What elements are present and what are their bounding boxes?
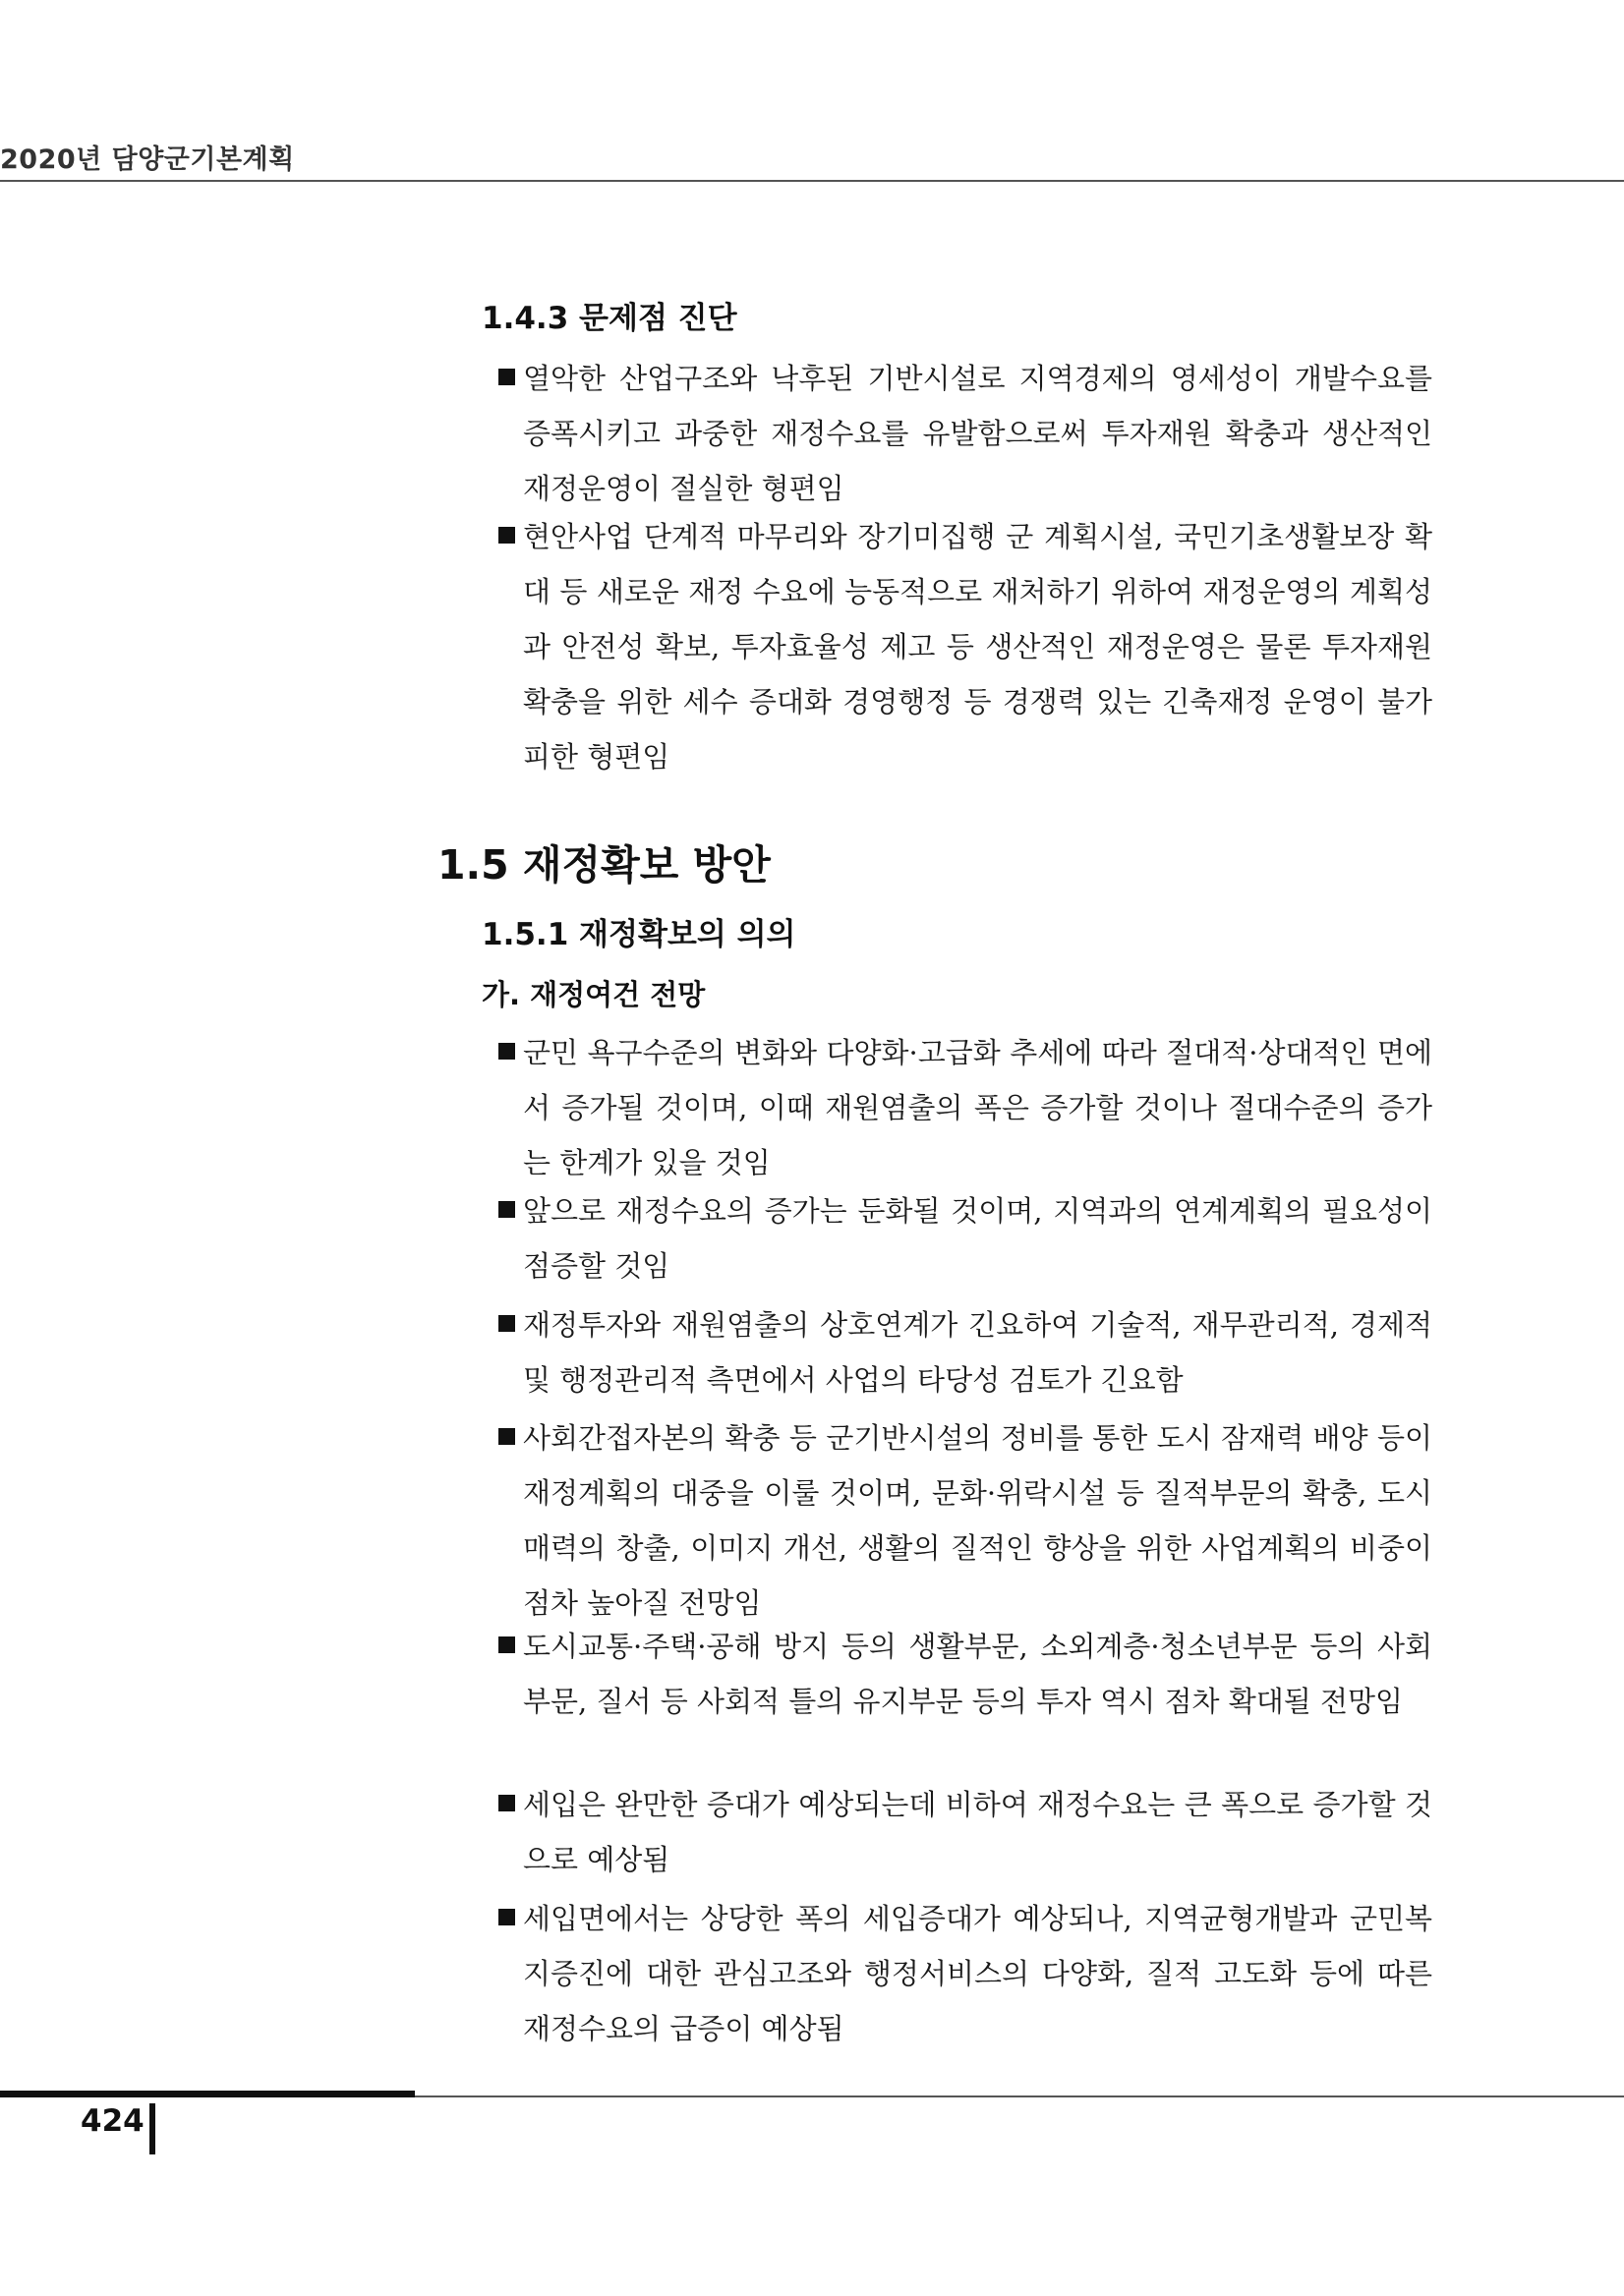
bullet-text: 도시교통·주택·공해 방지 등의 생활부문, 소외계층·청소년부문 등의 사회부문, 질서 등 사회적 틀의 유지부문 등의 투자 역시 점차 확대될 전망임	[523, 1630, 1432, 1718]
square-bullet-icon	[498, 1201, 515, 1218]
square-bullet-icon	[498, 1909, 515, 1925]
footer-rule-thin	[415, 2095, 1624, 2097]
heading-1-5-1: 1.5.1 재정확보의 의의	[482, 917, 796, 952]
footer-rule-thick	[0, 2091, 415, 2097]
bullet-text: 사회간접자본의 확충 등 군기반시설의 정비를 통한 도시 잠재력 배양 등이 재정계획의 대중을 이룰 것이며, 문화·위락시설 등 질적부문의 확충, 도시매력의 창출, 이미지 개선, 생활의 질적인 향상을 위한 사업계획의 비중이 점차 높아질 전망임	[523, 1421, 1432, 1620]
bullet-text: 재정투자와 재원염출의 상호연계가 긴요하여 기술적, 재무관리적, 경제적 및 행정관리적 측면에서 사업의 타당성 검토가 긴요함	[523, 1308, 1432, 1397]
square-bullet-icon	[498, 369, 515, 385]
bullet-item	[523, 1025, 1432, 1190]
bullet-text: 세입면에서는 상당한 폭의 세입증대가 예상되나, 지역균형개발과 군민복지증진에 대한 관심고조와 행정서비스의 다양화, 질적 고도화 등에 따른 재정수요의 급증이 예상됨	[523, 1902, 1432, 2045]
square-bullet-icon	[498, 1636, 515, 1653]
bullet-item	[523, 1297, 1432, 1407]
bullet-text: 앞으로 재정수요의 증가는 둔화될 것이며, 지역과의 연계계획의 필요성이 점증할 것임	[523, 1194, 1432, 1283]
square-bullet-icon	[498, 1043, 515, 1060]
bullet-text: 군민 욕구수준의 변화와 다양화·고급화 추세에 따라 절대적·상대적인 면에서 증가될 것이며, 이때 재원염출의 폭은 증가할 것이나 절대수준의 증가는 한계가 있을 것임	[523, 1036, 1432, 1179]
bullet-text: 열악한 산업구조와 낙후된 기반시설로 지역경제의 영세성이 개발수요를 증폭시키고 과중한 재정수요를 유발함으로써 투자재원 확충과 생산적인 재정운영이 절실한 형편임	[523, 362, 1432, 505]
bullet-item	[523, 1410, 1432, 1631]
square-bullet-icon	[498, 1428, 515, 1445]
page-number: 424	[81, 2103, 145, 2139]
square-bullet-icon	[498, 527, 515, 544]
bullet-text: 현안사업 단계적 마무리와 장기미집행 군 계획시설, 국민기초생활보장 확대 등 새로운 재정 수요에 능동적으로 재처하기 위하여 재정운영의 계획성과 안전성 확보, 투자효율성 제고 등 생산적인 재정운영은 물론 투자재원 확충을 위한 세수 증대화 경영행정 등 경쟁력 있는 긴축재정 운영이 불가피한 형편임	[523, 520, 1432, 774]
bullet-item	[523, 1619, 1432, 1729]
bullet-item	[523, 351, 1432, 516]
heading-1-5: 1.5 재정확보 방안	[437, 841, 771, 889]
bullet-text: 세입은 완만한 증대가 예상되는데 비하여 재정수요는 큰 폭으로 증가할 것으로 예상됨	[523, 1788, 1432, 1876]
square-bullet-icon	[498, 1315, 515, 1332]
header-rule	[0, 180, 1624, 182]
running-header-title: 2020년 담양군기본계획	[0, 144, 295, 175]
page-number-bar	[149, 2103, 155, 2154]
bullet-item	[523, 1777, 1432, 1887]
bullet-item	[523, 1891, 1432, 2056]
bullet-item	[523, 1183, 1432, 1293]
bullet-item	[523, 509, 1432, 784]
heading-item-ga: 가. 재정여건 전망	[482, 978, 706, 1011]
square-bullet-icon	[498, 1795, 515, 1811]
heading-1-4-3: 1.4.3 문제점 진단	[482, 301, 737, 336]
